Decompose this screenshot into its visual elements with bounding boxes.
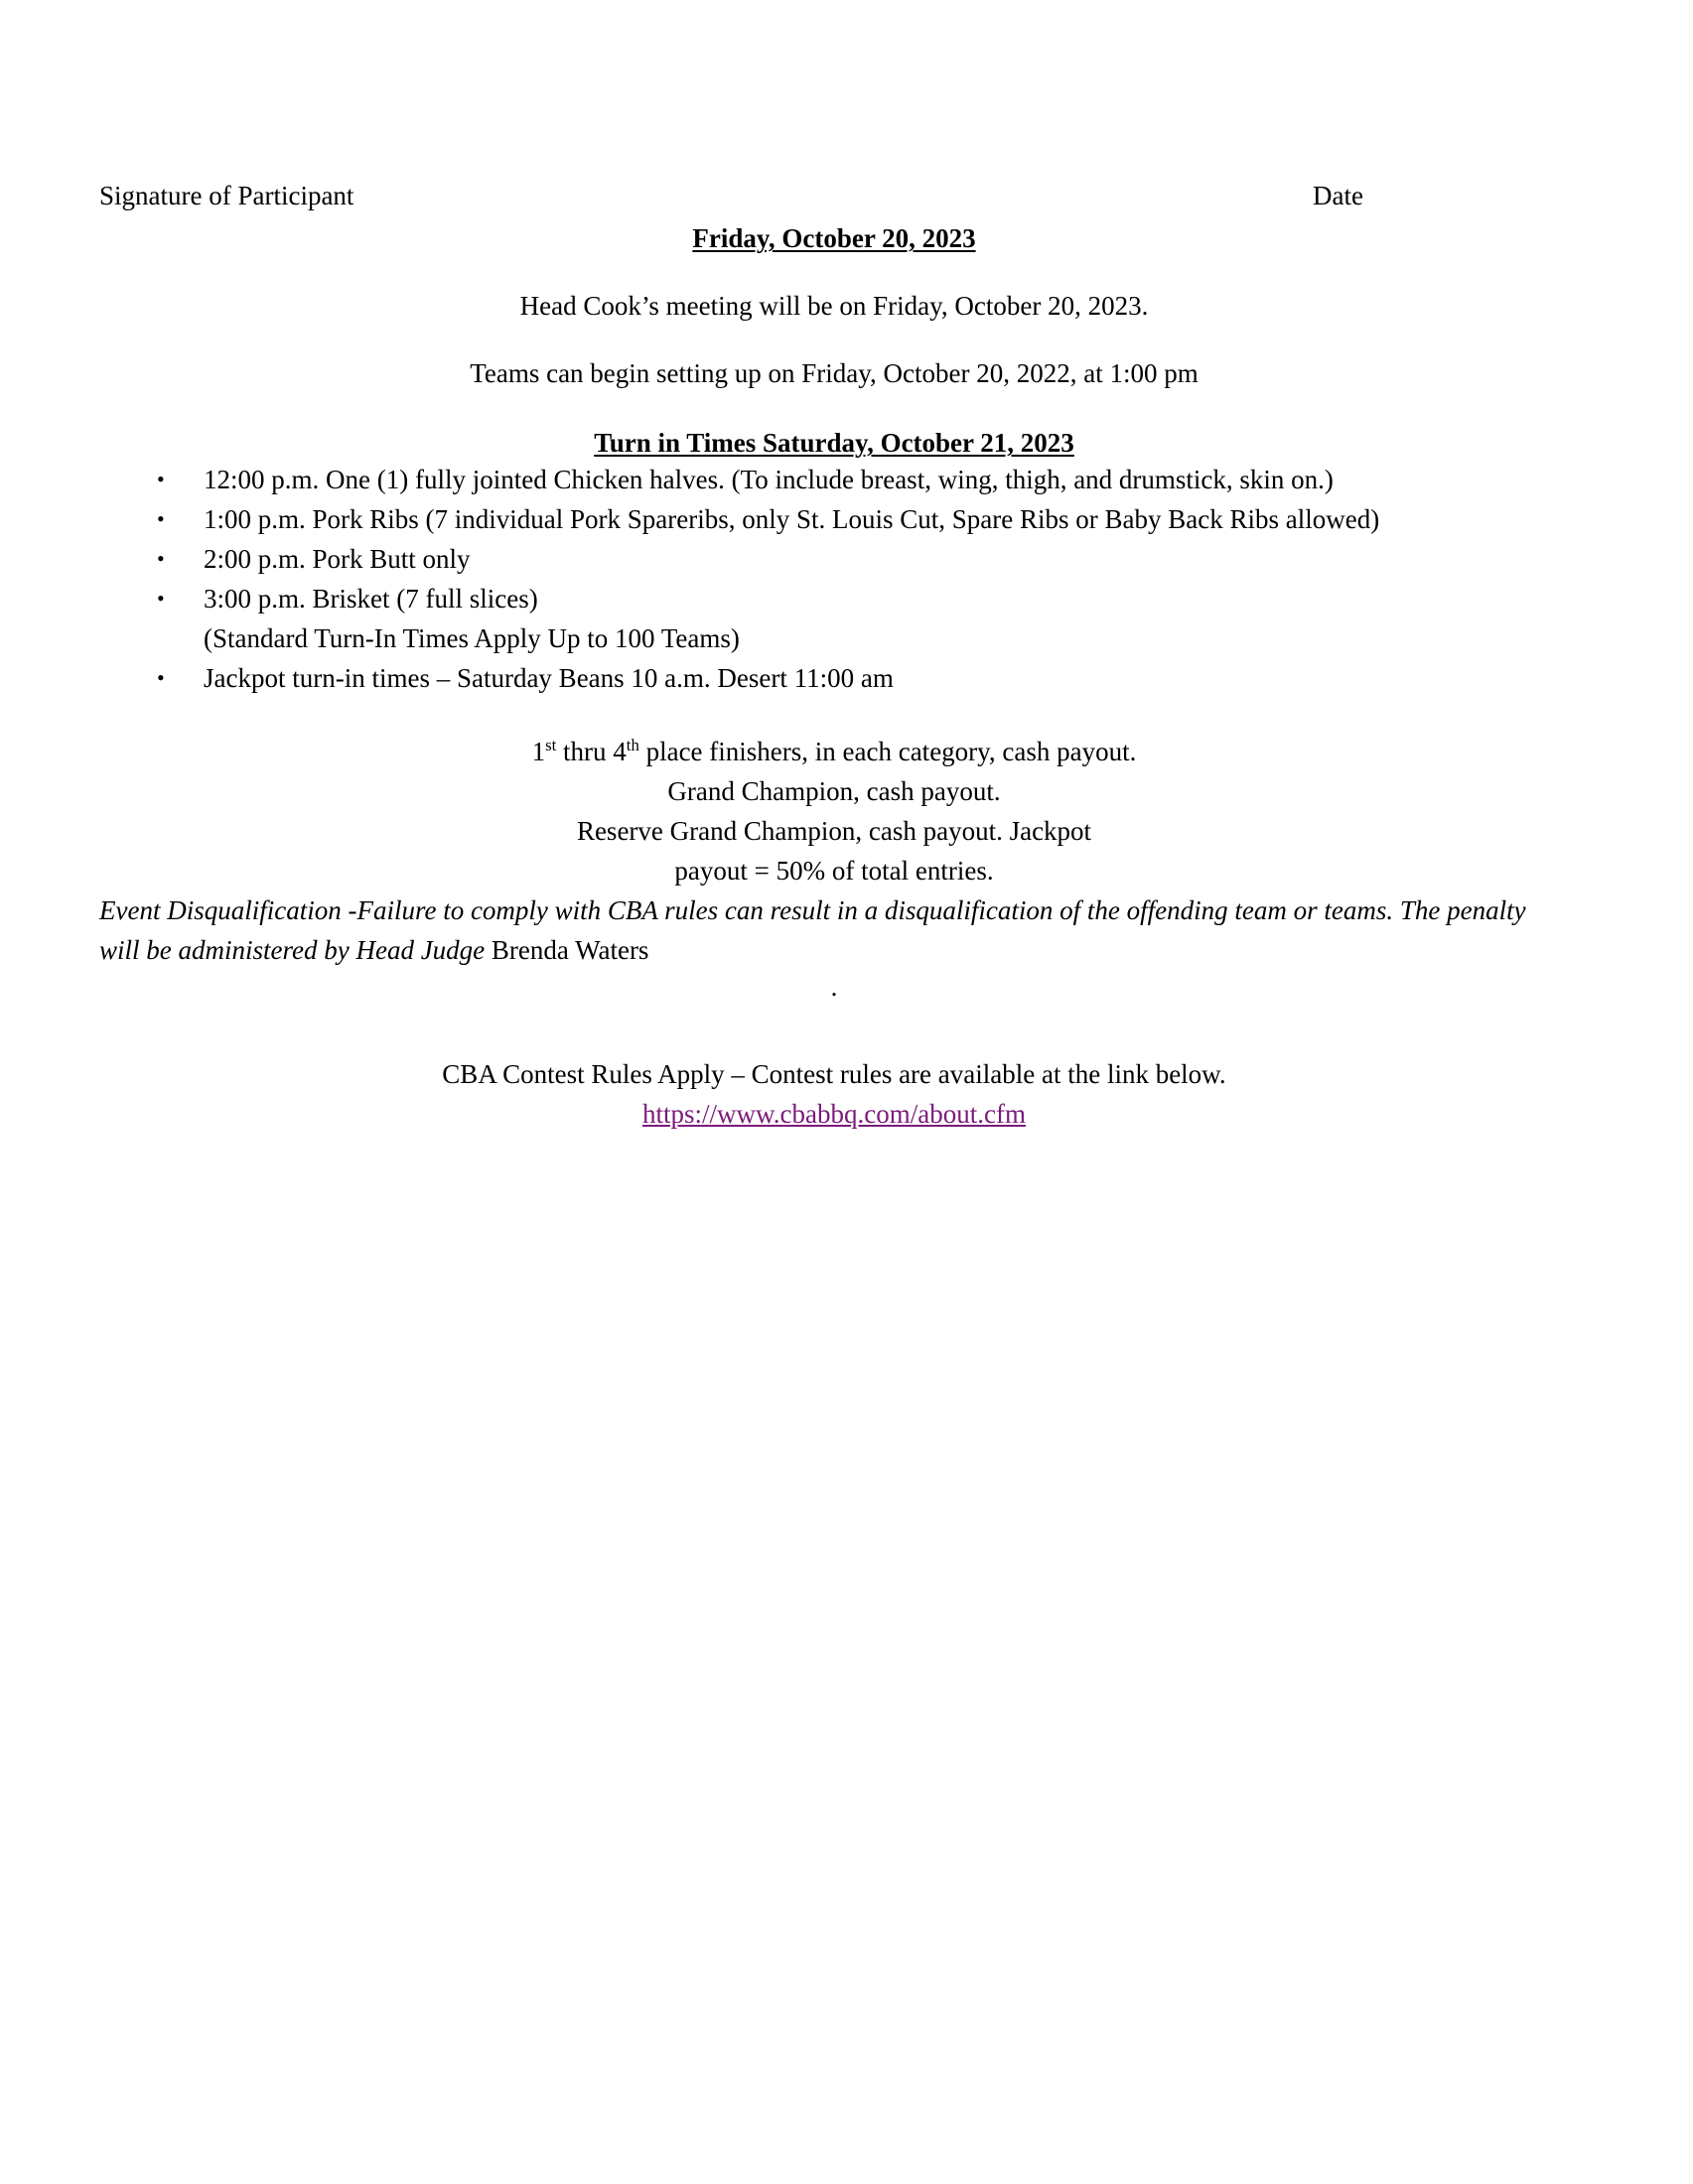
list-item-text: 1:00 p.m. Pork Ribs (7 individual Pork Spareribs, only St. Louis Cut, Spare Ribs or Baby Back Ribs allowed) [204,504,1380,534]
list-item-subline: (Standard Turn-In Times Apply Up to 100 Teams) [204,623,740,653]
payout-line-places [99,732,1569,771]
payout-line-jackpot-percent: payout = 50% of total entries. [674,856,994,886]
turn-in-times-heading-text: Turn in Times Saturday, October 21, 2023 [594,428,1074,458]
cba-rules-link[interactable]: https://www.cbabbq.com/about.cfm [642,1099,1026,1129]
spacer [99,255,1569,289]
payout-line-grand-champion: Grand Champion, cash payout. [667,776,1001,806]
list-item [99,460,1569,499]
spacer [99,390,1569,424]
signature-of-participant-label: Signature of Participant [99,181,354,210]
cba-rules-link-line [99,1094,1569,1134]
payout-block [99,732,1569,890]
spacer [99,1004,1569,1037]
list-item [99,539,1569,579]
list-item-text: 12:00 p.m. One (1) fully jointed Chicken halves. (To include breast, wing, thigh, and drumstick, skin on.) [204,465,1334,494]
disqualification-italic-text: Event Disqualification -Failure to comply with CBA rules can result in a disqualification of the offending team or teams. The penalty will be administered by Head Judge [99,895,1526,965]
signature-date-row [99,179,1569,212]
spacer [99,698,1569,732]
cba-rules-line: CBA Contest Rules Apply – Contest rules are available at the link below. [442,1059,1226,1089]
list-item-text: 2:00 p.m. Pork Butt only [204,544,471,574]
friday-date-heading-text: Friday, October 20, 2023 [692,223,976,253]
list-item [99,579,1569,658]
lone-period-line: . [830,972,838,1002]
date-label: Date [1313,181,1363,210]
list-item-text: Jackpot turn-in times – Saturday Beans 10 a.m. Desert 11:00 am [204,663,894,693]
ordinal-suffix-th: th [626,736,639,754]
list-item-text: 3:00 p.m. Brisket (7 full slices) [204,584,538,614]
head-judge-name: Brenda Waters [491,935,649,965]
document-content [99,179,1569,1134]
spacer [99,1037,1569,1054]
payout-line-reserve-grand-champion: Reserve Grand Champion, cash payout. Jackpot [576,816,1092,846]
turn-in-times-heading [99,426,1569,460]
spacer [99,323,1569,356]
friday-date-heading [99,221,1569,255]
turn-in-times-list [99,460,1569,698]
list-item [99,499,1569,539]
list-item [99,658,1569,698]
head-cook-meeting-line: Head Cook’s meeting will be on Friday, October 20, 2023. [519,291,1149,321]
teams-setup-line: Teams can begin setting up on Friday, October 20, 2022, at 1:00 pm [470,358,1199,388]
payout-place-first: 1 [531,737,546,766]
payout-place-post: place finishers, in each category, cash payout. [638,737,1137,766]
ordinal-suffix-st: st [545,736,557,754]
event-disqualification-paragraph [99,890,1569,970]
payout-place-mid: thru 4 [556,737,627,766]
